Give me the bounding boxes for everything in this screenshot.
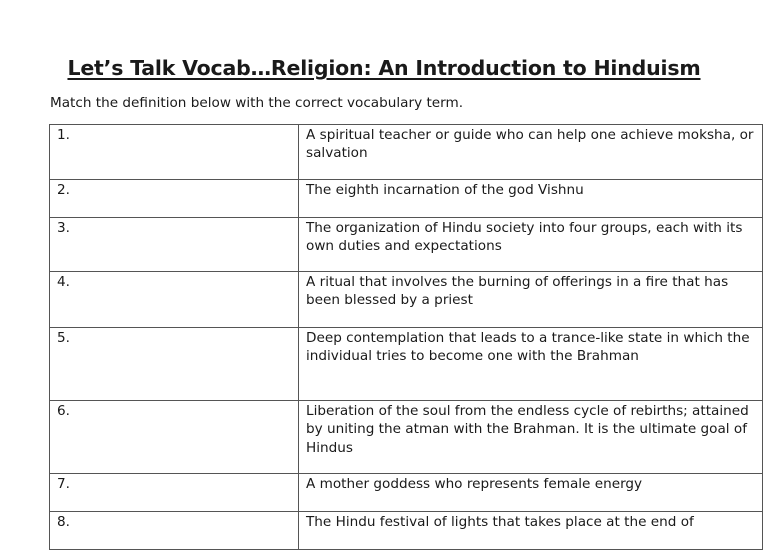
table-row — [50, 125, 763, 180]
definition-cell: A spiritual teacher or guide who can help one achieve moksha, or salvation — [299, 125, 763, 180]
term-answer-cell[interactable] — [50, 328, 299, 401]
term-answer-cell[interactable] — [50, 401, 299, 474]
term-answer-cell[interactable] — [50, 512, 299, 550]
row-number: 8. — [57, 514, 70, 530]
worksheet-title: Let’s Talk Vocab…Religion: An Introduction to Hinduism — [67, 56, 701, 80]
row-number: 4. — [57, 274, 70, 290]
term-answer-cell[interactable] — [50, 218, 299, 272]
definition-cell: A ritual that involves the burning of offerings in a fire that has been blessed by a priest — [299, 272, 763, 328]
row-number: 3. — [57, 220, 70, 236]
table-row — [50, 272, 763, 328]
table-row — [50, 180, 763, 218]
definition-cell: The Hindu festival of lights that takes place at the end of — [299, 512, 763, 550]
term-answer-cell[interactable] — [50, 180, 299, 218]
term-answer-cell[interactable] — [50, 474, 299, 512]
row-number: 7. — [57, 476, 70, 492]
term-answer-cell[interactable] — [50, 125, 299, 180]
definition-cell: Deep contemplation that leads to a trance-like state in which the individual tries to become one with the Brahman — [299, 328, 763, 401]
row-number: 1. — [57, 127, 70, 143]
table-row — [50, 218, 763, 272]
row-number: 2. — [57, 182, 70, 198]
row-number: 5. — [57, 330, 70, 346]
term-answer-cell[interactable] — [50, 272, 299, 328]
table-row — [50, 401, 763, 474]
definition-cell: Liberation of the soul from the endless cycle of rebirths; attained by uniting the atman with the Brahman. It is the ultimate goal of Hindus — [299, 401, 763, 474]
table-row — [50, 474, 763, 512]
table-row — [50, 512, 763, 550]
table-row — [50, 328, 763, 401]
definition-cell: The organization of Hindu society into four groups, each with its own duties and expectations — [299, 218, 763, 272]
instructions-text: Match the definition below with the correct vocabulary term. — [50, 95, 464, 111]
definition-cell: A mother goddess who represents female energy — [299, 474, 763, 512]
definition-cell: The eighth incarnation of the god Vishnu — [299, 180, 763, 218]
row-number: 6. — [57, 403, 70, 419]
vocab-table — [49, 124, 763, 550]
